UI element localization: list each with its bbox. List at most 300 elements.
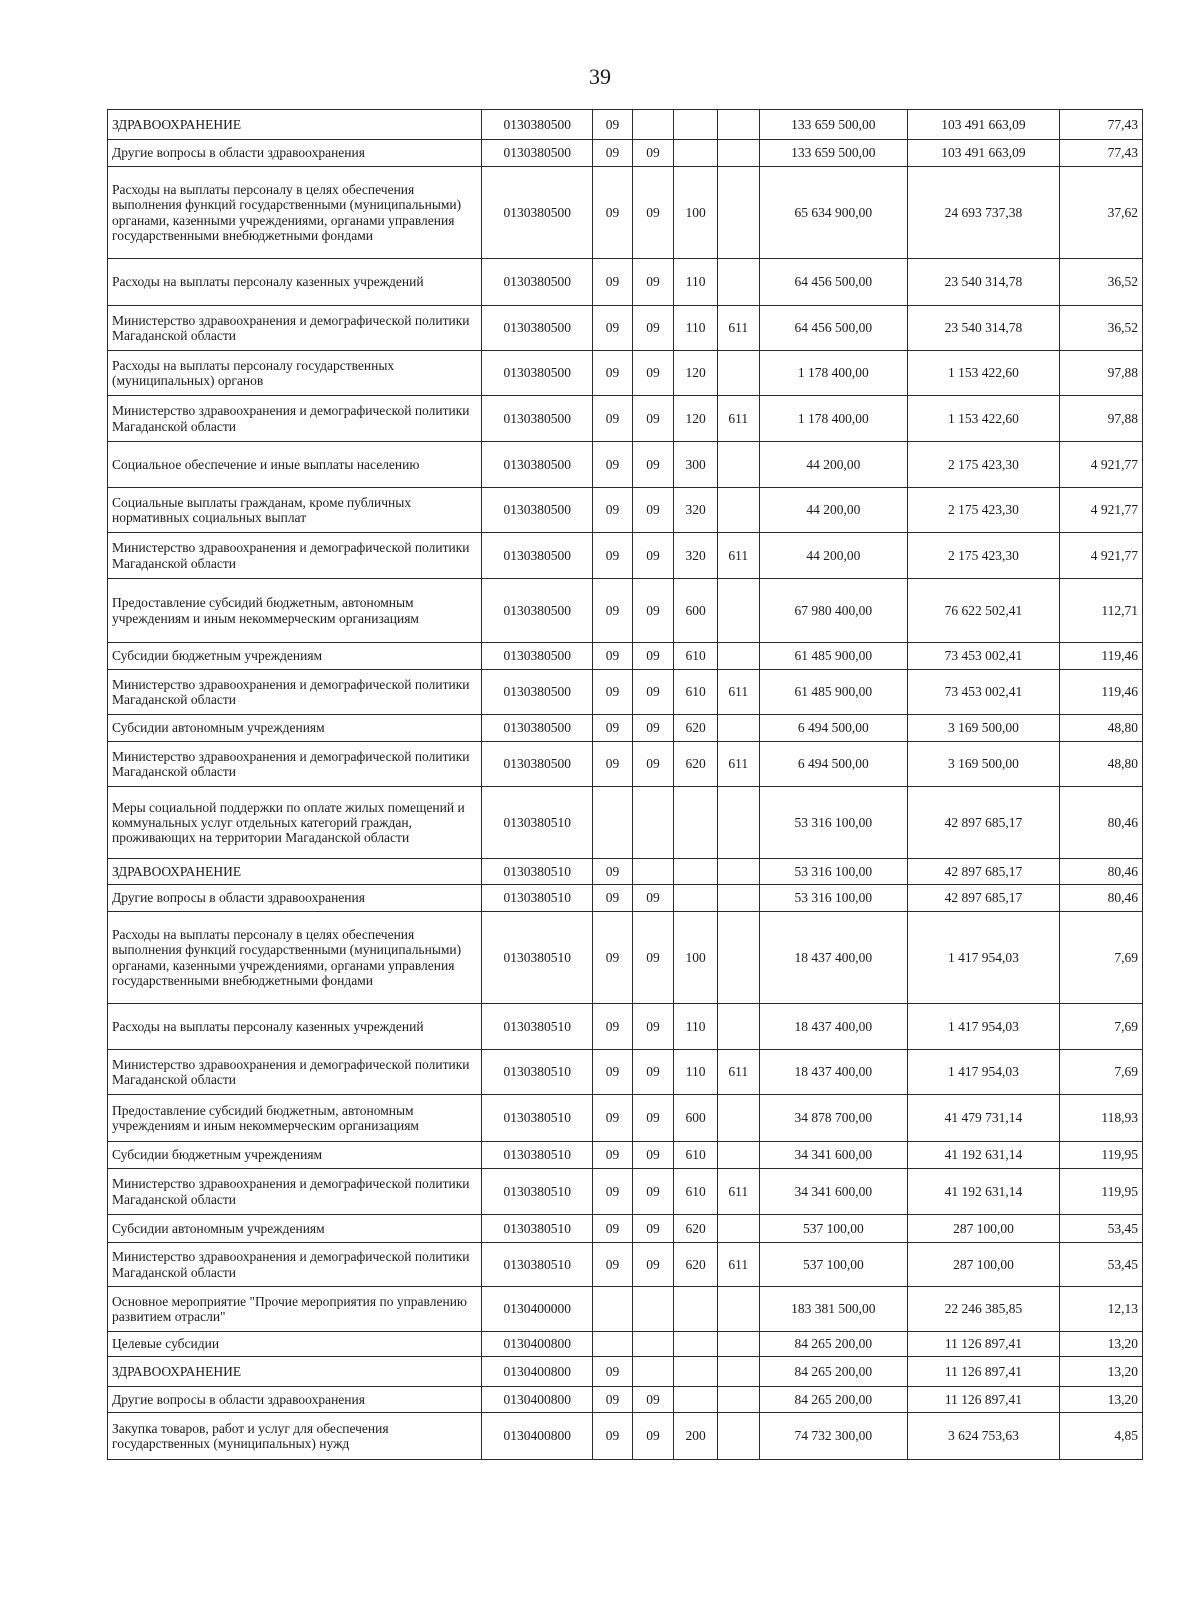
row-planned-amount: 44 200,00 [759, 442, 908, 488]
row-grbs [717, 259, 759, 306]
row-expense-type: 120 [674, 396, 718, 442]
row-name: Министерство здравоохранения и демографической политики Магаданской области [108, 396, 482, 442]
row-grbs: 611 [717, 1243, 759, 1287]
row-target-article: 0130380500 [482, 533, 593, 579]
row-actual-amount: 2 175 423,30 [908, 533, 1060, 579]
row-subsection: 09 [632, 1095, 674, 1142]
row-expense-type [674, 140, 718, 167]
row-name: Расходы на выплаты персоналу в целях обеспечения выполнения функций государственными (муниципальными) органами, казенными учреждениями, органами управления государственными внебюджетными фондами [108, 167, 482, 259]
table-row [108, 1357, 1143, 1387]
row-expense-type [674, 787, 718, 859]
row-planned-amount: 64 456 500,00 [759, 306, 908, 351]
row-target-article: 0130380500 [482, 670, 593, 715]
row-planned-amount: 84 265 200,00 [759, 1357, 908, 1387]
row-actual-amount: 103 491 663,09 [908, 140, 1060, 167]
row-section: 09 [593, 643, 632, 670]
row-section: 09 [593, 110, 632, 140]
row-grbs [717, 885, 759, 912]
row-subsection: 09 [632, 1142, 674, 1169]
row-actual-amount: 41 479 731,14 [908, 1095, 1060, 1142]
row-subsection: 09 [632, 259, 674, 306]
row-target-article: 0130380510 [482, 1095, 593, 1142]
row-expense-type [674, 1357, 718, 1387]
row-actual-amount: 1 417 954,03 [908, 912, 1060, 1004]
row-section: 09 [593, 140, 632, 167]
row-section: 09 [593, 488, 632, 533]
row-section: 09 [593, 1050, 632, 1095]
row-subsection [632, 859, 674, 885]
row-target-article: 0130380500 [482, 715, 593, 742]
row-planned-amount: 34 878 700,00 [759, 1095, 908, 1142]
row-expense-type: 610 [674, 643, 718, 670]
row-subsection: 09 [632, 1169, 674, 1215]
table-row [108, 579, 1143, 643]
row-planned-amount: 84 265 200,00 [759, 1387, 908, 1413]
row-expense-type: 620 [674, 1243, 718, 1287]
row-actual-amount: 103 491 663,09 [908, 110, 1060, 140]
row-planned-amount: 6 494 500,00 [759, 742, 908, 787]
row-percent: 7,69 [1059, 912, 1142, 1004]
row-planned-amount: 44 200,00 [759, 488, 908, 533]
row-percent: 36,52 [1059, 259, 1142, 306]
table-row [108, 912, 1143, 1004]
table-row [108, 1332, 1143, 1357]
table-row [108, 1004, 1143, 1050]
row-target-article: 0130380510 [482, 1215, 593, 1243]
row-percent: 48,80 [1059, 715, 1142, 742]
row-expense-type: 110 [674, 306, 718, 351]
row-section [593, 1332, 632, 1357]
table-row [108, 1095, 1143, 1142]
row-target-article: 0130380510 [482, 912, 593, 1004]
row-target-article: 0130380500 [482, 643, 593, 670]
row-name: Расходы на выплаты персоналу государственных (муниципальных) органов [108, 351, 482, 396]
row-actual-amount: 23 540 314,78 [908, 306, 1060, 351]
row-percent: 4 921,77 [1059, 488, 1142, 533]
row-percent: 80,46 [1059, 787, 1142, 859]
row-target-article: 0130380500 [482, 259, 593, 306]
row-name: Меры социальной поддержки по оплате жилых помещений и коммунальных услуг отдельных категорий граждан, проживающих на территории Магаданской области [108, 787, 482, 859]
row-expense-type: 620 [674, 1215, 718, 1243]
row-actual-amount: 73 453 002,41 [908, 643, 1060, 670]
row-subsection: 09 [632, 1243, 674, 1287]
row-name: ЗДРАВООХРАНЕНИЕ [108, 1357, 482, 1387]
row-planned-amount: 1 178 400,00 [759, 351, 908, 396]
row-target-article: 0130380510 [482, 1050, 593, 1095]
row-planned-amount: 53 316 100,00 [759, 787, 908, 859]
row-section: 09 [593, 167, 632, 259]
table-row [108, 859, 1143, 885]
row-percent: 77,43 [1059, 140, 1142, 167]
row-expense-type [674, 110, 718, 140]
row-grbs [717, 1413, 759, 1460]
row-section: 09 [593, 1387, 632, 1413]
row-section [593, 1287, 632, 1332]
row-target-article: 0130380510 [482, 885, 593, 912]
row-target-article: 0130380510 [482, 1142, 593, 1169]
row-actual-amount: 287 100,00 [908, 1243, 1060, 1287]
row-grbs: 611 [717, 396, 759, 442]
row-grbs: 611 [717, 1050, 759, 1095]
row-subsection: 09 [632, 442, 674, 488]
row-section: 09 [593, 351, 632, 396]
row-grbs [717, 643, 759, 670]
row-planned-amount: 34 341 600,00 [759, 1169, 908, 1215]
table-row [108, 396, 1143, 442]
row-percent: 53,45 [1059, 1215, 1142, 1243]
table-row [108, 1387, 1143, 1413]
row-name: Субсидии бюджетным учреждениям [108, 643, 482, 670]
row-percent: 119,46 [1059, 643, 1142, 670]
table-row [108, 351, 1143, 396]
row-actual-amount: 11 126 897,41 [908, 1387, 1060, 1413]
row-name: Субсидии автономным учреждениям [108, 715, 482, 742]
row-actual-amount: 23 540 314,78 [908, 259, 1060, 306]
row-actual-amount: 42 897 685,17 [908, 859, 1060, 885]
row-percent: 119,95 [1059, 1142, 1142, 1169]
row-section: 09 [593, 579, 632, 643]
row-subsection [632, 1357, 674, 1387]
row-grbs: 611 [717, 533, 759, 579]
row-percent: 119,46 [1059, 670, 1142, 715]
row-expense-type: 100 [674, 167, 718, 259]
row-expense-type: 620 [674, 742, 718, 787]
row-expense-type: 600 [674, 1095, 718, 1142]
row-name: Министерство здравоохранения и демографической политики Магаданской области [108, 306, 482, 351]
row-name: Министерство здравоохранения и демографической политики Магаданской области [108, 1243, 482, 1287]
row-subsection: 09 [632, 579, 674, 643]
row-name: ЗДРАВООХРАНЕНИЕ [108, 110, 482, 140]
row-grbs [717, 715, 759, 742]
budget-table [107, 109, 1143, 1460]
row-target-article: 0130380500 [482, 306, 593, 351]
row-expense-type [674, 885, 718, 912]
row-percent: 53,45 [1059, 1243, 1142, 1287]
row-target-article: 0130400800 [482, 1357, 593, 1387]
row-expense-type: 320 [674, 533, 718, 579]
table-row [108, 533, 1143, 579]
row-subsection: 09 [632, 1413, 674, 1460]
row-target-article: 0130380510 [482, 1004, 593, 1050]
row-actual-amount: 287 100,00 [908, 1215, 1060, 1243]
row-actual-amount: 3 169 500,00 [908, 742, 1060, 787]
row-section: 09 [593, 442, 632, 488]
row-actual-amount: 3 624 753,63 [908, 1413, 1060, 1460]
table-row [108, 1169, 1143, 1215]
row-grbs [717, 140, 759, 167]
row-percent: 4 921,77 [1059, 533, 1142, 579]
row-name: Предоставление субсидий бюджетным, автономным учреждениям и иным некоммерческим организациям [108, 1095, 482, 1142]
row-section: 09 [593, 859, 632, 885]
row-grbs [717, 1332, 759, 1357]
row-grbs [717, 110, 759, 140]
row-subsection: 09 [632, 1004, 674, 1050]
table-row [108, 715, 1143, 742]
row-name: Субсидии бюджетным учреждениям [108, 1142, 482, 1169]
row-section: 09 [593, 912, 632, 1004]
row-percent: 80,46 [1059, 859, 1142, 885]
table-row [108, 670, 1143, 715]
row-expense-type: 110 [674, 1004, 718, 1050]
row-expense-type: 110 [674, 1050, 718, 1095]
row-percent: 12,13 [1059, 1287, 1142, 1332]
row-grbs [717, 1287, 759, 1332]
row-grbs [717, 1387, 759, 1413]
row-section: 09 [593, 1413, 632, 1460]
row-expense-type: 600 [674, 579, 718, 643]
table-row [108, 643, 1143, 670]
row-percent: 13,20 [1059, 1357, 1142, 1387]
row-percent: 77,43 [1059, 110, 1142, 140]
row-percent: 119,95 [1059, 1169, 1142, 1215]
row-target-article: 0130380500 [482, 167, 593, 259]
row-percent: 13,20 [1059, 1387, 1142, 1413]
row-grbs: 611 [717, 1169, 759, 1215]
row-percent: 7,69 [1059, 1050, 1142, 1095]
row-planned-amount: 74 732 300,00 [759, 1413, 908, 1460]
row-target-article: 0130380500 [482, 396, 593, 442]
row-percent: 48,80 [1059, 742, 1142, 787]
row-target-article: 0130380510 [482, 1169, 593, 1215]
row-actual-amount: 1 417 954,03 [908, 1050, 1060, 1095]
row-name: Расходы на выплаты персоналу казенных учреждений [108, 1004, 482, 1050]
row-planned-amount: 67 980 400,00 [759, 579, 908, 643]
row-target-article: 0130400000 [482, 1287, 593, 1332]
row-section: 09 [593, 306, 632, 351]
row-target-article: 0130380500 [482, 110, 593, 140]
row-planned-amount: 64 456 500,00 [759, 259, 908, 306]
row-subsection: 09 [632, 488, 674, 533]
row-planned-amount: 53 316 100,00 [759, 859, 908, 885]
row-expense-type: 300 [674, 442, 718, 488]
row-target-article: 0130380500 [482, 742, 593, 787]
row-section: 09 [593, 1215, 632, 1243]
row-percent: 80,46 [1059, 885, 1142, 912]
table-row [108, 259, 1143, 306]
table-row [108, 787, 1143, 859]
row-planned-amount: 65 634 900,00 [759, 167, 908, 259]
row-actual-amount: 24 693 737,38 [908, 167, 1060, 259]
row-percent: 97,88 [1059, 396, 1142, 442]
row-target-article: 0130380500 [482, 488, 593, 533]
row-subsection [632, 1332, 674, 1357]
row-grbs [717, 488, 759, 533]
row-section: 09 [593, 715, 632, 742]
row-grbs [717, 912, 759, 1004]
row-actual-amount: 41 192 631,14 [908, 1142, 1060, 1169]
row-name: Другие вопросы в области здравоохранения [108, 1387, 482, 1413]
row-planned-amount: 44 200,00 [759, 533, 908, 579]
row-actual-amount: 2 175 423,30 [908, 488, 1060, 533]
row-section: 09 [593, 396, 632, 442]
row-subsection: 09 [632, 1387, 674, 1413]
row-section: 09 [593, 1243, 632, 1287]
row-subsection: 09 [632, 351, 674, 396]
row-planned-amount: 61 485 900,00 [759, 670, 908, 715]
row-actual-amount: 1 153 422,60 [908, 396, 1060, 442]
row-percent: 97,88 [1059, 351, 1142, 396]
row-target-article: 0130400800 [482, 1387, 593, 1413]
row-section: 09 [593, 1142, 632, 1169]
row-planned-amount: 18 437 400,00 [759, 912, 908, 1004]
row-grbs [717, 859, 759, 885]
row-expense-type [674, 859, 718, 885]
row-grbs [717, 442, 759, 488]
row-expense-type: 200 [674, 1413, 718, 1460]
row-subsection: 09 [632, 715, 674, 742]
table-row [108, 1287, 1143, 1332]
row-grbs [717, 1142, 759, 1169]
row-target-article: 0130380500 [482, 140, 593, 167]
row-grbs [717, 1357, 759, 1387]
row-subsection [632, 787, 674, 859]
row-percent: 36,52 [1059, 306, 1142, 351]
row-grbs [717, 787, 759, 859]
row-target-article: 0130380500 [482, 351, 593, 396]
row-expense-type [674, 1287, 718, 1332]
row-subsection: 09 [632, 306, 674, 351]
row-section: 09 [593, 742, 632, 787]
row-name: Другие вопросы в области здравоохранения [108, 885, 482, 912]
table-row [108, 742, 1143, 787]
row-expense-type: 100 [674, 912, 718, 1004]
row-target-article: 0130400800 [482, 1332, 593, 1357]
row-planned-amount: 84 265 200,00 [759, 1332, 908, 1357]
row-name: Министерство здравоохранения и демографической политики Магаданской области [108, 1050, 482, 1095]
row-expense-type: 620 [674, 715, 718, 742]
row-subsection [632, 1287, 674, 1332]
table-row [108, 1413, 1143, 1460]
row-section: 09 [593, 670, 632, 715]
row-expense-type: 320 [674, 488, 718, 533]
row-actual-amount: 11 126 897,41 [908, 1332, 1060, 1357]
row-section: 09 [593, 1169, 632, 1215]
row-name: Социальные выплаты гражданам, кроме публичных нормативных социальных выплат [108, 488, 482, 533]
row-name: Другие вопросы в области здравоохранения [108, 140, 482, 167]
table-row [108, 140, 1143, 167]
row-expense-type: 610 [674, 670, 718, 715]
row-subsection: 09 [632, 912, 674, 1004]
row-planned-amount: 1 178 400,00 [759, 396, 908, 442]
row-name: Расходы на выплаты персоналу в целях обеспечения выполнения функций государственными (муниципальными) органами, казенными учреждениями, органами управления государственными внебюджетными фондами [108, 912, 482, 1004]
row-target-article: 0130380510 [482, 787, 593, 859]
table-row [108, 167, 1143, 259]
row-grbs [717, 579, 759, 643]
row-name: Субсидии автономным учреждениям [108, 1215, 482, 1243]
row-subsection: 09 [632, 742, 674, 787]
row-planned-amount: 183 381 500,00 [759, 1287, 908, 1332]
row-name: Социальное обеспечение и иные выплаты населению [108, 442, 482, 488]
table-row [108, 442, 1143, 488]
row-planned-amount: 133 659 500,00 [759, 110, 908, 140]
row-name: ЗДРАВООХРАНЕНИЕ [108, 859, 482, 885]
row-actual-amount: 73 453 002,41 [908, 670, 1060, 715]
row-planned-amount: 53 316 100,00 [759, 885, 908, 912]
row-section: 09 [593, 259, 632, 306]
row-percent: 4,85 [1059, 1413, 1142, 1460]
row-grbs [717, 351, 759, 396]
row-actual-amount: 76 622 502,41 [908, 579, 1060, 643]
row-name: Министерство здравоохранения и демографической политики Магаданской области [108, 670, 482, 715]
row-subsection: 09 [632, 885, 674, 912]
row-planned-amount: 133 659 500,00 [759, 140, 908, 167]
row-target-article: 0130380500 [482, 579, 593, 643]
table-row [108, 488, 1143, 533]
row-name: Предоставление субсидий бюджетным, автономным учреждениям и иным некоммерческим организациям [108, 579, 482, 643]
row-expense-type: 120 [674, 351, 718, 396]
row-section: 09 [593, 533, 632, 579]
row-name: Министерство здравоохранения и демографической политики Магаданской области [108, 1169, 482, 1215]
row-planned-amount: 18 437 400,00 [759, 1050, 908, 1095]
row-grbs: 611 [717, 670, 759, 715]
table-row [108, 1243, 1143, 1287]
row-name: Закупка товаров, работ и услуг для обеспечения государственных (муниципальных) нужд [108, 1413, 482, 1460]
row-section [593, 787, 632, 859]
row-actual-amount: 1 417 954,03 [908, 1004, 1060, 1050]
table-row [108, 1050, 1143, 1095]
row-grbs [717, 1095, 759, 1142]
row-percent: 112,71 [1059, 579, 1142, 643]
row-percent: 118,93 [1059, 1095, 1142, 1142]
row-actual-amount: 3 169 500,00 [908, 715, 1060, 742]
row-section: 09 [593, 1095, 632, 1142]
row-name: Расходы на выплаты персоналу казенных учреждений [108, 259, 482, 306]
row-subsection: 09 [632, 1215, 674, 1243]
row-planned-amount: 61 485 900,00 [759, 643, 908, 670]
row-section: 09 [593, 1357, 632, 1387]
row-subsection: 09 [632, 670, 674, 715]
table-row [108, 110, 1143, 140]
row-expense-type [674, 1387, 718, 1413]
row-subsection: 09 [632, 396, 674, 442]
table-row [108, 885, 1143, 912]
row-subsection: 09 [632, 1050, 674, 1095]
row-actual-amount: 41 192 631,14 [908, 1169, 1060, 1215]
row-subsection: 09 [632, 533, 674, 579]
table-body [108, 110, 1143, 1460]
row-name: Министерство здравоохранения и демографической политики Магаданской области [108, 742, 482, 787]
row-expense-type [674, 1332, 718, 1357]
row-name: Министерство здравоохранения и демографической политики Магаданской области [108, 533, 482, 579]
row-actual-amount: 11 126 897,41 [908, 1357, 1060, 1387]
row-actual-amount: 22 246 385,85 [908, 1287, 1060, 1332]
row-actual-amount: 2 175 423,30 [908, 442, 1060, 488]
row-name: Основное мероприятие "Прочие мероприятия по управлению развитием отрасли" [108, 1287, 482, 1332]
row-target-article: 0130400800 [482, 1413, 593, 1460]
row-grbs [717, 1004, 759, 1050]
table-row [108, 1142, 1143, 1169]
row-planned-amount: 6 494 500,00 [759, 715, 908, 742]
row-actual-amount: 1 153 422,60 [908, 351, 1060, 396]
row-planned-amount: 537 100,00 [759, 1215, 908, 1243]
row-grbs: 611 [717, 742, 759, 787]
page-number: 39 [589, 64, 611, 89]
row-name: Целевые субсидии [108, 1332, 482, 1357]
row-expense-type: 110 [674, 259, 718, 306]
row-planned-amount: 18 437 400,00 [759, 1004, 908, 1050]
row-grbs [717, 167, 759, 259]
table-row [108, 1215, 1143, 1243]
row-section: 09 [593, 1004, 632, 1050]
row-planned-amount: 537 100,00 [759, 1243, 908, 1287]
row-subsection [632, 110, 674, 140]
row-actual-amount: 42 897 685,17 [908, 787, 1060, 859]
row-target-article: 0130380510 [482, 859, 593, 885]
row-percent: 37,62 [1059, 167, 1142, 259]
row-section: 09 [593, 885, 632, 912]
row-percent: 13,20 [1059, 1332, 1142, 1357]
row-target-article: 0130380510 [482, 1243, 593, 1287]
